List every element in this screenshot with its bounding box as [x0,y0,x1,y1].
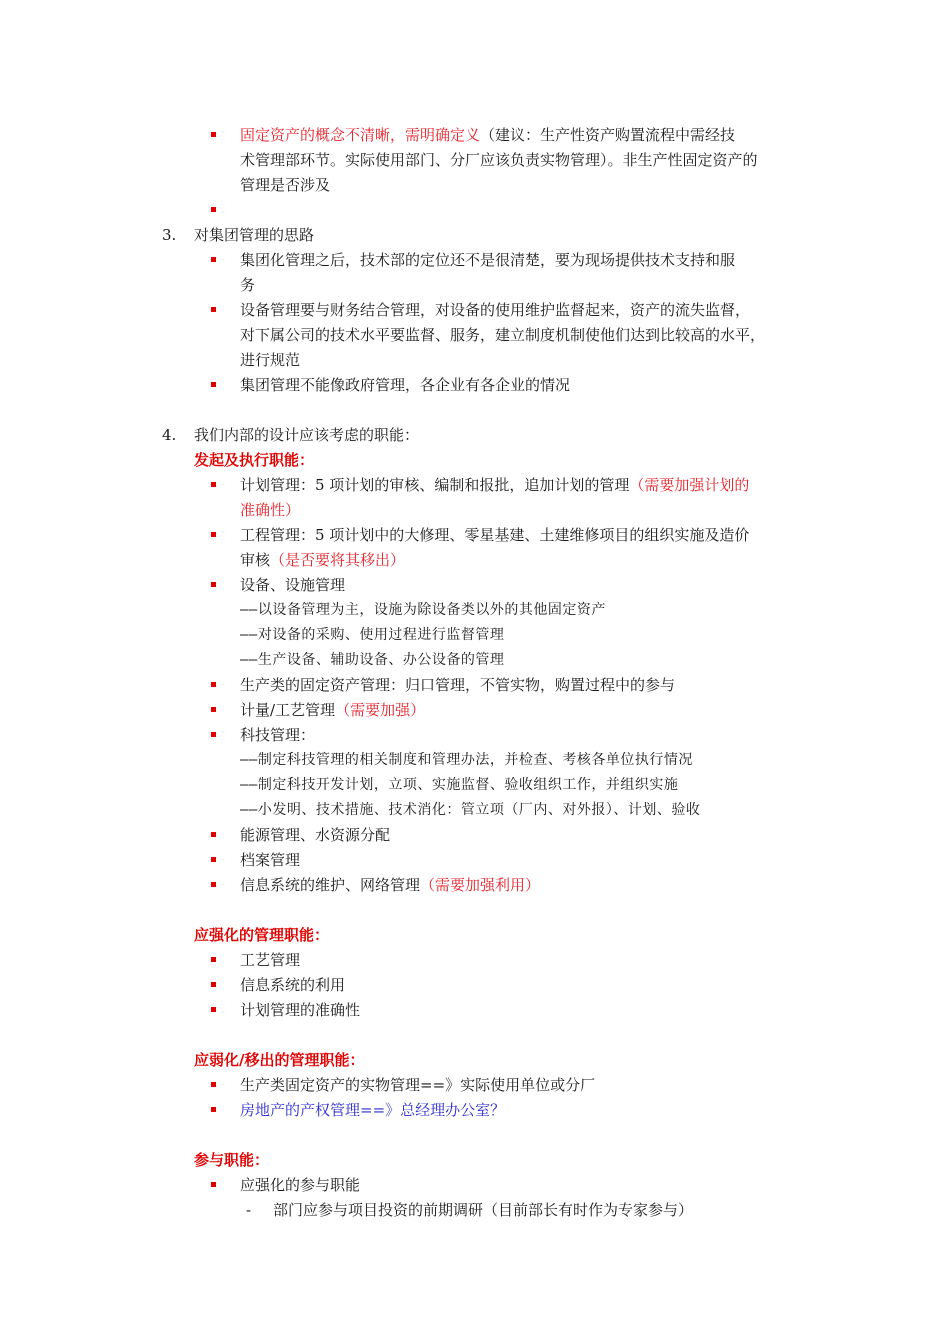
text: 计划管理：5 项计划的审核、编制和报批，追加计划的管理 [240,476,630,494]
text-line: 对下属公司的技术水平要监督、服务，建立制度机制使他们达到比较高的水平， [240,326,766,344]
paragraph [240,123,735,148]
paragraph [240,698,425,723]
text-line: 信息系统的利用 [240,976,346,994]
red-text: 准确性） [240,501,301,519]
text-line: 进行规范 [240,351,301,369]
text: 计量/工艺管理 [240,701,336,719]
red-text: 固定资产的概念不清晰，需明确定义 [240,126,481,144]
bullet-marker [211,132,216,137]
text-line: 设备、设施管理 [240,576,346,594]
bullet-marker [211,1082,216,1087]
paragraph [240,473,749,498]
bullet-marker [211,682,216,687]
text-line: 设备管理要与财务结合管理，对设备的使用维护监督起来，资产的流失监督， [240,301,751,319]
dash-line: ——对设备的采购、使用过程进行监督管理 [240,627,505,643]
text: 信息系统的维护、网络管理 [240,876,421,894]
text-line: 工程管理：5 项计划中的大修理、零星基建、土建维修项目的组织实施及造价 [240,526,750,544]
text-line: 科技管理： [240,726,316,744]
section-title: 对集团管理的思路 [194,226,315,244]
text: （建议：生产性资产购置流程中需经技 [480,126,736,144]
bullet-marker [211,707,216,712]
bullet-marker [211,1007,216,1012]
bullet-marker [211,857,216,862]
section-number: 4. [162,426,177,444]
section-number: 3. [162,226,177,244]
text-line: 部门应参与项目投资的前期调研（目前部长有时作为专家参与） [273,1201,694,1219]
text-line: 生产类的固定资产管理：归口管理，不管实物，购置过程中的参与 [240,676,676,694]
red-text: （需要加强利用） [420,876,541,894]
bullet-marker [211,1107,216,1112]
dash-line: ——生产设备、辅助设备、办公设备的管理 [240,652,505,668]
paragraph [240,548,405,573]
dash-line: ——小发明、技术措施、技术消化：管立项（厂内、对外报）、计划、验收 [240,802,701,818]
bullet-marker [211,582,216,587]
bullet-marker [211,882,216,887]
section-title: 我们内部的设计应该考虑的职能： [194,426,420,444]
bullet-marker [211,257,216,262]
dash-line: ——制定科技管理的相关制度和管理办法，并检查、考核各单位执行情况 [240,752,693,768]
dash-line: ——制定科技开发计划，立项、实施监督、验收组织工作，并组织实施 [240,777,679,793]
subheading: 应强化的管理职能： [194,926,330,944]
text-line: 集团化管理之后，技术部的定位还不是很清楚，要为现场提供技术支持和服 [240,251,736,269]
text-line: 档案管理 [240,851,301,869]
bullet-marker [211,1182,216,1187]
text-line: 能源管理、水资源分配 [240,826,391,844]
red-text: （是否要将其移出） [270,551,406,569]
text-line: 术管理部环节。实际使用部门、分厂应该负责实物管理）。非生产性固定资产的 [240,151,758,169]
subheading: 参与职能： [194,1151,270,1169]
bullet-marker [211,832,216,837]
subheading: 发起及执行职能： [194,451,315,469]
text-line: 工艺管理 [240,951,301,969]
text-line: 生产类固定资产的实物管理==》实际使用单位或分厂 [240,1076,596,1094]
text-line: 计划管理的准确性 [240,1001,361,1019]
bullet-marker [211,382,216,387]
bullet-marker [211,207,216,212]
text-line: 管理是否涉及 [240,176,331,194]
dash-marker: - [246,1201,252,1219]
text-line: 应强化的参与职能 [240,1176,361,1194]
dash-line: ——以设备管理为主，设施为除设备类以外的其他固定资产 [240,602,606,618]
blue-text: 房地产的产权管理==》总经理办公室？ [240,1101,506,1119]
subheading: 应弱化/移出的管理职能： [194,1051,365,1069]
bullet-marker [211,957,216,962]
paragraph [240,873,540,898]
bullet-marker [211,307,216,312]
text: 审核 [240,551,271,569]
bullet-marker [211,732,216,737]
text-line: 务 [240,276,256,294]
red-text: （需要加强计划的 [629,476,750,494]
bullet-marker [211,482,216,487]
bullet-marker [211,532,216,537]
bullet-marker [211,982,216,987]
text-line: 集团管理不能像政府管理，各企业有各企业的情况 [240,376,571,394]
red-text: （需要加强） [335,701,426,719]
